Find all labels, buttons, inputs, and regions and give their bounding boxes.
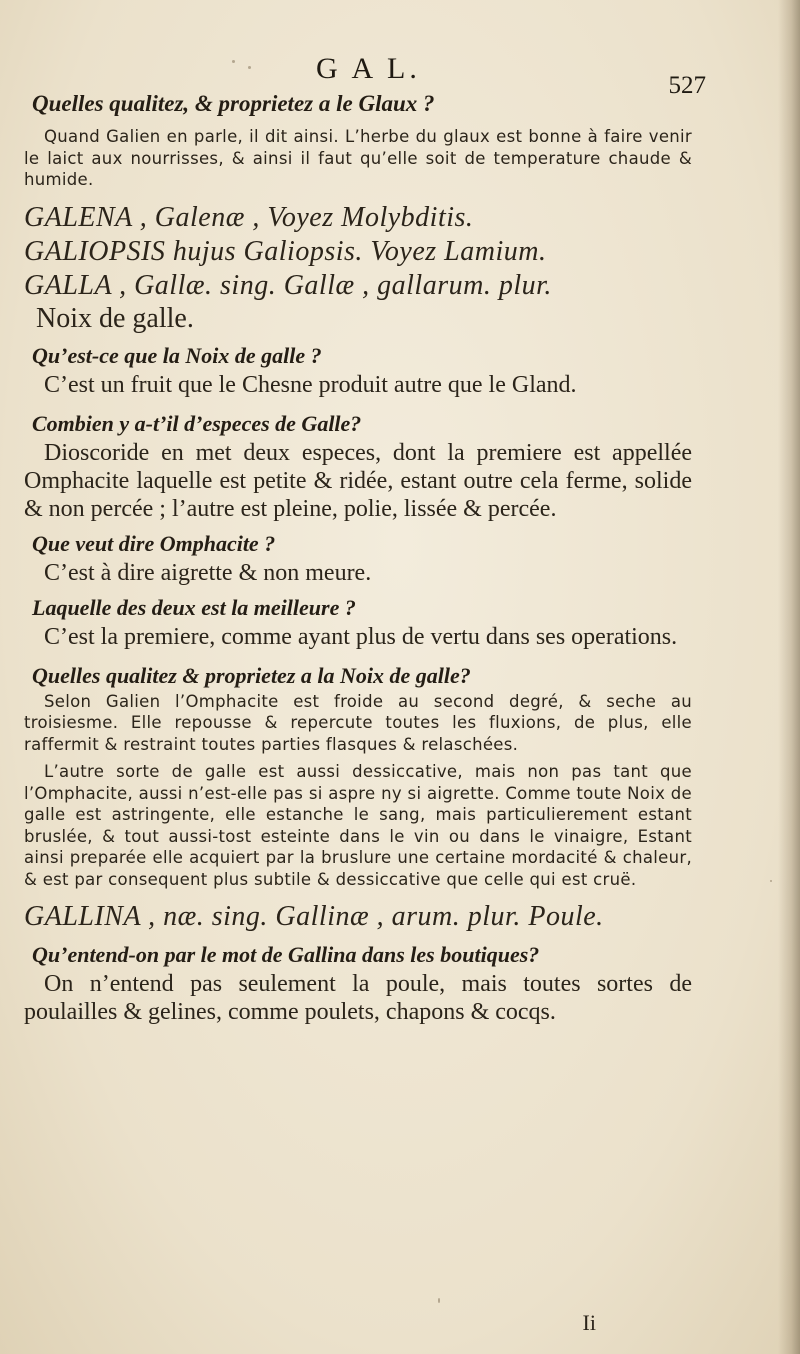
entry-translation: Noix de galle. <box>36 302 194 334</box>
question-heading: Qu’est-ce que la Noix de galle ? <box>32 342 322 368</box>
paper-speck <box>232 60 235 63</box>
page-number: 527 <box>668 72 706 99</box>
dictionary-entry: GALLINA , næ. sing. Gallinæ , arum. plur. Poule. <box>24 901 604 932</box>
paper-speck <box>438 1298 440 1303</box>
question-heading: Combien y a-t’il d’especes de Galle? <box>32 410 362 436</box>
answer-paragraph: Dioscoride en met deux especes, dont la premiere est appellée Omphacite laquelle est petite & ridée, estant outre cela ferme, solide & non percée ; l’autre est pleine, polie, lissée & percée. <box>24 439 692 522</box>
answer-paragraph: Quand Galien en parle, il dit ainsi. L’herbe du glaux est bonne à faire venir le laict aux nourrisses, & ainsi il faut qu’elle soit de temperature chaude & humide. <box>24 127 692 189</box>
question-heading: Quelles qualitez, & proprietez a le Glaux ? <box>32 91 435 116</box>
paper-speck <box>770 880 772 882</box>
answer-paragraph: Selon Galien l’Omphacite est froide au second degré, & seche au troisiesme. Elle repousse & repercute toutes les fluxions, de plus, elle raffermit & restraint toutes parties flasques & relaschées. <box>24 691 692 754</box>
page-body <box>24 88 692 1026</box>
answer-paragraph: C’est la premiere, comme ayant plus de vertu dans ses operations. <box>44 623 678 650</box>
dictionary-entry: GALIOPSIS hujus Galiopsis. Voyez Lamium. <box>24 235 547 267</box>
signature-mark: Ii <box>582 1310 596 1335</box>
question-heading: Laquelle des deux est la meilleure ? <box>32 594 356 620</box>
page-edge-shadow <box>778 0 800 1354</box>
answer-paragraph: L’autre sorte de galle est aussi dessiccative, mais non pas tant que l’Omphacite, aussi n’est-elle pas si aspre ny si aigrette. Comme toute Noix de galle est astringente, elle estanche le sang, mais particulierement estant bruslée, & tout aussi-tost esteinte dans le vin ou dans le vinaigre, Estant ainsi preparée elle acquiert par la bruslure une certaine mordacité & chaleur, & est par consequent plus subtile & dessiccative que celle qui est cruë. <box>24 762 692 889</box>
question-heading: Quelles qualitez & proprietez a la Noix de galle? <box>32 662 471 688</box>
dictionary-entry: GALLA , Gallæ. sing. Gallæ , gallarum. plur. <box>24 269 552 301</box>
running-head: G A L. <box>316 52 421 85</box>
question-heading: Qu’entend-on par le mot de Gallina dans les boutiques? <box>32 942 540 967</box>
page-header <box>20 52 710 99</box>
dictionary-entry: GALENA , Galenæ , Voyez Molybditis. <box>24 201 474 233</box>
question-heading: Que veut dire Omphacite ? <box>32 530 276 556</box>
answer-paragraph: C’est à dire aigrette & non meure. <box>44 559 372 586</box>
answer-paragraph: C’est un fruit que le Chesne produit autre que le Gland. <box>44 371 577 398</box>
page-footer <box>24 1310 692 1340</box>
answer-paragraph: On n’entend pas seulement la poule, mais toutes sortes de poulailles & gelines, comme poulets, chapons & cocqs. <box>24 971 692 1025</box>
paper-speck <box>248 66 251 69</box>
